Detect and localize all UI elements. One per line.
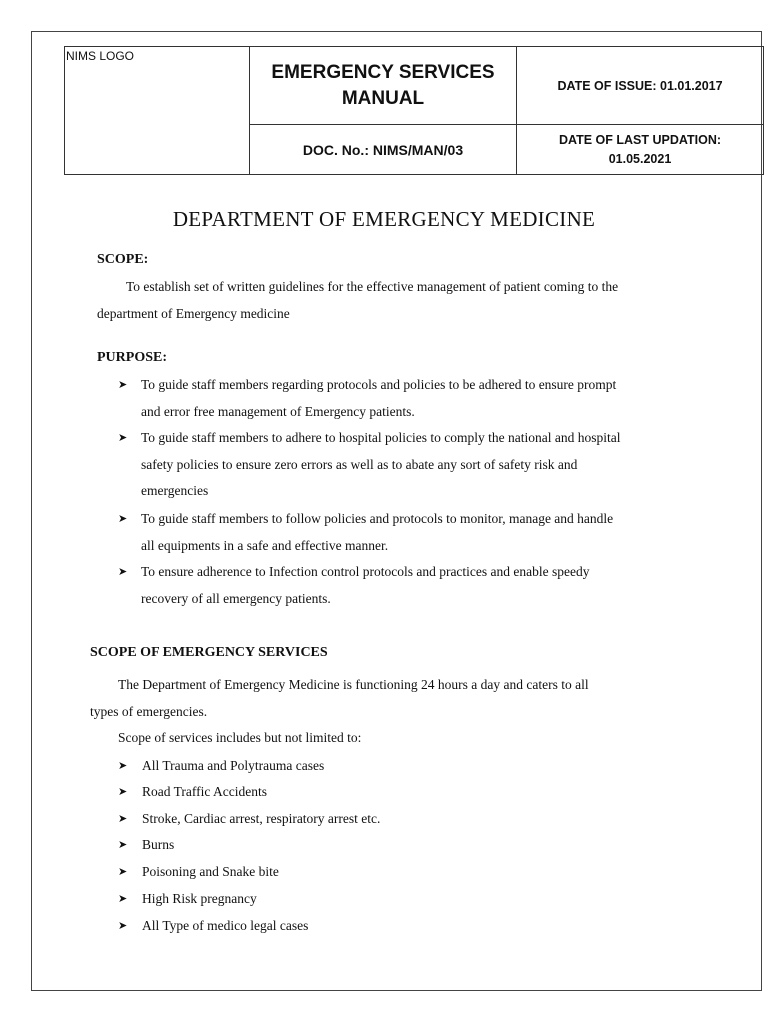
arrowhead-bullet-icon: ➤ bbox=[118, 786, 128, 798]
arrowhead-bullet-icon: ➤ bbox=[118, 813, 128, 825]
purpose-bullet bbox=[118, 372, 617, 425]
service-item: ➤ All Type of medico legal cases bbox=[142, 913, 308, 939]
date-of-last-updation: DATE OF LAST UPDATION: 01.05.2021 bbox=[558, 132, 722, 166]
arrowhead-bullet-icon: ➤ bbox=[118, 513, 128, 525]
purpose-bullet bbox=[118, 425, 621, 505]
arrowhead-bullet-icon: ➤ bbox=[118, 839, 128, 851]
scope-text-line-1: To establish set of written guidelines for the effective management of patient coming to the bbox=[126, 279, 619, 294]
arrowhead-bullet-icon: ➤ bbox=[118, 920, 128, 932]
arrowhead-bullet-icon: ➤ bbox=[118, 379, 128, 391]
logo-placeholder: NIMS LOGO bbox=[65, 47, 250, 174]
bullet-line: To guide staff members to adhere to hospital policies to comply the national and hospital bbox=[141, 430, 621, 445]
bullet-line: safety policies to ensure zero errors as well as to abate any sort of safety risk and bbox=[141, 456, 578, 472]
service-item: ➤ High Risk pregnancy bbox=[142, 886, 257, 912]
bullet-line: recovery of all emergency patients. bbox=[141, 590, 331, 606]
service-item: ➤ Burns bbox=[142, 832, 174, 858]
bullet-line: all equipments in a safe and effective manner. bbox=[141, 537, 389, 553]
services-includes-text: Scope of services includes but not limited to: bbox=[118, 730, 362, 745]
service-item: ➤ All Trauma and Polytrauma cases bbox=[142, 753, 324, 779]
manual-title: EMERGENCY SERVICES MANUAL bbox=[250, 47, 517, 125]
arrowhead-bullet-icon: ➤ bbox=[118, 893, 128, 905]
purpose-heading: PURPOSE: bbox=[97, 350, 167, 365]
scope-of-services-heading: SCOPE OF EMERGENCY SERVICES bbox=[90, 645, 328, 660]
department-title: DEPARTMENT OF EMERGENCY MEDICINE bbox=[172, 207, 596, 231]
service-item: ➤ Stroke, Cardiac arrest, respiratory arrest etc. bbox=[142, 806, 380, 832]
arrowhead-bullet-icon: ➤ bbox=[118, 432, 128, 444]
arrowhead-bullet-icon: ➤ bbox=[118, 566, 128, 578]
arrowhead-bullet-icon: ➤ bbox=[118, 866, 128, 878]
date-of-issue: DATE OF ISSUE: 01.01.2017 bbox=[517, 47, 763, 125]
services-intro-line-1: The Department of Emergency Medicine is functioning 24 hours a day and caters to all bbox=[118, 677, 589, 692]
bullet-line: To guide staff members to follow policies and protocols to monitor, manage and handle bbox=[141, 511, 614, 526]
service-item: ➤ Poisoning and Snake bite bbox=[142, 859, 279, 885]
services-intro-line-2: types of emergencies. bbox=[90, 704, 208, 719]
bullet-line: To guide staff members regarding protocols and policies to be adhered to ensure prompt bbox=[141, 377, 617, 392]
bullet-line: and error free management of Emergency patients. bbox=[141, 403, 415, 419]
document-header-table bbox=[64, 46, 764, 175]
bullet-line: emergencies bbox=[141, 483, 209, 498]
service-item: ➤ Road Traffic Accidents bbox=[142, 779, 267, 805]
arrowhead-bullet-icon: ➤ bbox=[118, 760, 128, 772]
scope-text-line-2: department of Emergency medicine bbox=[97, 306, 290, 321]
scope-heading: SCOPE: bbox=[97, 252, 149, 267]
document-number: DOC. No.: NIMS/MAN/03 bbox=[250, 125, 517, 174]
purpose-bullet bbox=[118, 559, 590, 612]
purpose-bullet bbox=[118, 506, 614, 559]
bullet-line: To ensure adherence to Infection control protocols and practices and enable speedy bbox=[141, 564, 590, 579]
